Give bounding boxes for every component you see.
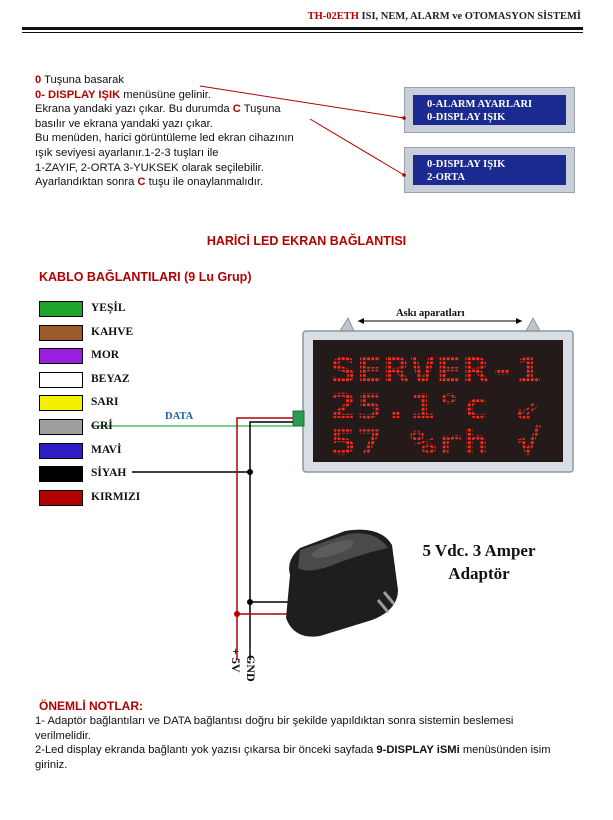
intro-line8b: tuşu ile onaylanmalıdır. xyxy=(145,176,264,189)
cable-label: SİYAH xyxy=(91,467,127,480)
adapter-label xyxy=(409,539,549,585)
menu-name: 0- DISPLAY IŞIK xyxy=(35,88,121,101)
intro-line8a: Ayarlandıktan sonra xyxy=(35,176,138,189)
note-2b: menüsünden isim giriniz. xyxy=(35,744,551,771)
led-line-2: 25.1°c ⇙ xyxy=(330,387,542,427)
adapter-line2: Adaptör xyxy=(448,564,510,583)
black-wire xyxy=(250,422,293,660)
cable-label: MAVİ xyxy=(91,443,122,456)
cable-label: YEŞİL xyxy=(91,302,126,314)
system-title: ISI, NEM, ALARM ve OTOMASYON SİSTEMİ xyxy=(361,11,581,22)
lcd2-line2: 2-ORTA xyxy=(427,172,465,183)
gnd-label: - GND xyxy=(244,648,258,682)
section-title: HARİCİ LED EKRAN BAĞLANTISI xyxy=(206,234,407,248)
cable-swatch xyxy=(39,325,83,341)
notes-title: ÖNEMLİ NOTLAR: xyxy=(39,699,143,713)
cable-label: GRİ xyxy=(91,420,113,432)
key-zero: 0 xyxy=(35,74,42,86)
cable-swatch xyxy=(39,443,83,459)
note-2-menu: 9-DISPLAY iSMi xyxy=(376,744,460,757)
hanger-label: Askı aparatları xyxy=(396,308,465,319)
intro-line6: ışık seviyesi ayarlanır.1-2-3 tuşları ile xyxy=(35,146,219,159)
note-1: 1- Adaptör bağlantıları ve DATA bağlantısı doğru bir şekilde yapıldıktan sonra sistemin beslemesi verilmelidir. xyxy=(35,715,514,742)
key-c: C xyxy=(232,103,241,116)
pointer-dot-2 xyxy=(402,173,406,177)
note-2a: 2-Led display ekranda bağlantı yok yazısı çıkarsa bir önceki sayfada xyxy=(35,744,377,757)
led-text xyxy=(313,340,563,463)
hanger-left-icon xyxy=(340,318,354,331)
cable-swatch xyxy=(39,301,83,317)
led-line-3: 57 %rh √ xyxy=(330,423,542,463)
intro-line3a: Ekrana yandaki yazı çıkar. Bu durumda xyxy=(35,103,233,116)
intro-line4: basılır ve ekrana yandaki yazı çıkar. xyxy=(35,117,213,130)
adapter-icon xyxy=(286,530,398,637)
cable-label: MOR xyxy=(91,349,120,362)
plus-5v-label: + 5V xyxy=(229,648,243,673)
intro-line1: Tuşuna basarak xyxy=(41,74,124,86)
adapter-line1: 5 Vdc. 3 Amper xyxy=(422,541,536,560)
data-label: DATA xyxy=(165,411,194,422)
intro-line2: menüsüne gelinir. xyxy=(120,88,211,101)
red-wire xyxy=(237,418,293,660)
cable-swatch xyxy=(39,466,83,482)
cable-label: KIRMIZI xyxy=(91,490,141,503)
cable-label: KAHVE xyxy=(91,325,134,338)
notes-body xyxy=(35,714,555,772)
intro-line3b: Tuşuna xyxy=(240,103,281,116)
pointer-line-1 xyxy=(200,86,404,118)
led-line-1: SERVER-1 xyxy=(330,351,542,391)
hanger-right-icon xyxy=(526,318,540,331)
pointer-dot-1 xyxy=(402,116,406,120)
lcd1-line1: 0-ALARM AYARLARI xyxy=(427,99,533,110)
cable-swatch xyxy=(39,490,83,506)
cable-swatch xyxy=(39,372,83,388)
cable-swatch xyxy=(39,395,83,411)
key-c-confirm: C xyxy=(137,176,146,189)
cable-label: SARI xyxy=(91,396,119,409)
cable-swatch xyxy=(39,419,83,435)
pointer-line-2 xyxy=(310,119,404,175)
lcd1-line2: 0-DISPLAY IŞIK xyxy=(427,112,506,123)
cable-swatch xyxy=(39,348,83,364)
cable-label: BEYAZ xyxy=(91,372,130,385)
data-connector xyxy=(293,411,304,426)
model-code: TH-02ETH xyxy=(307,11,359,22)
intro-line7: 1-ZAYIF, 2-ORTA 3-YUKSEK olarak seçilebilir. xyxy=(35,161,264,174)
junction-dot xyxy=(247,469,253,475)
lcd2-line1: 0-DISPLAY IŞIK xyxy=(427,159,506,170)
cable-title: KABLO BAĞLANTILARI (9 Lu Grup) xyxy=(39,270,252,284)
intro-line5: Bu menüden, harici görüntüleme led ekran cihazının xyxy=(35,132,294,145)
